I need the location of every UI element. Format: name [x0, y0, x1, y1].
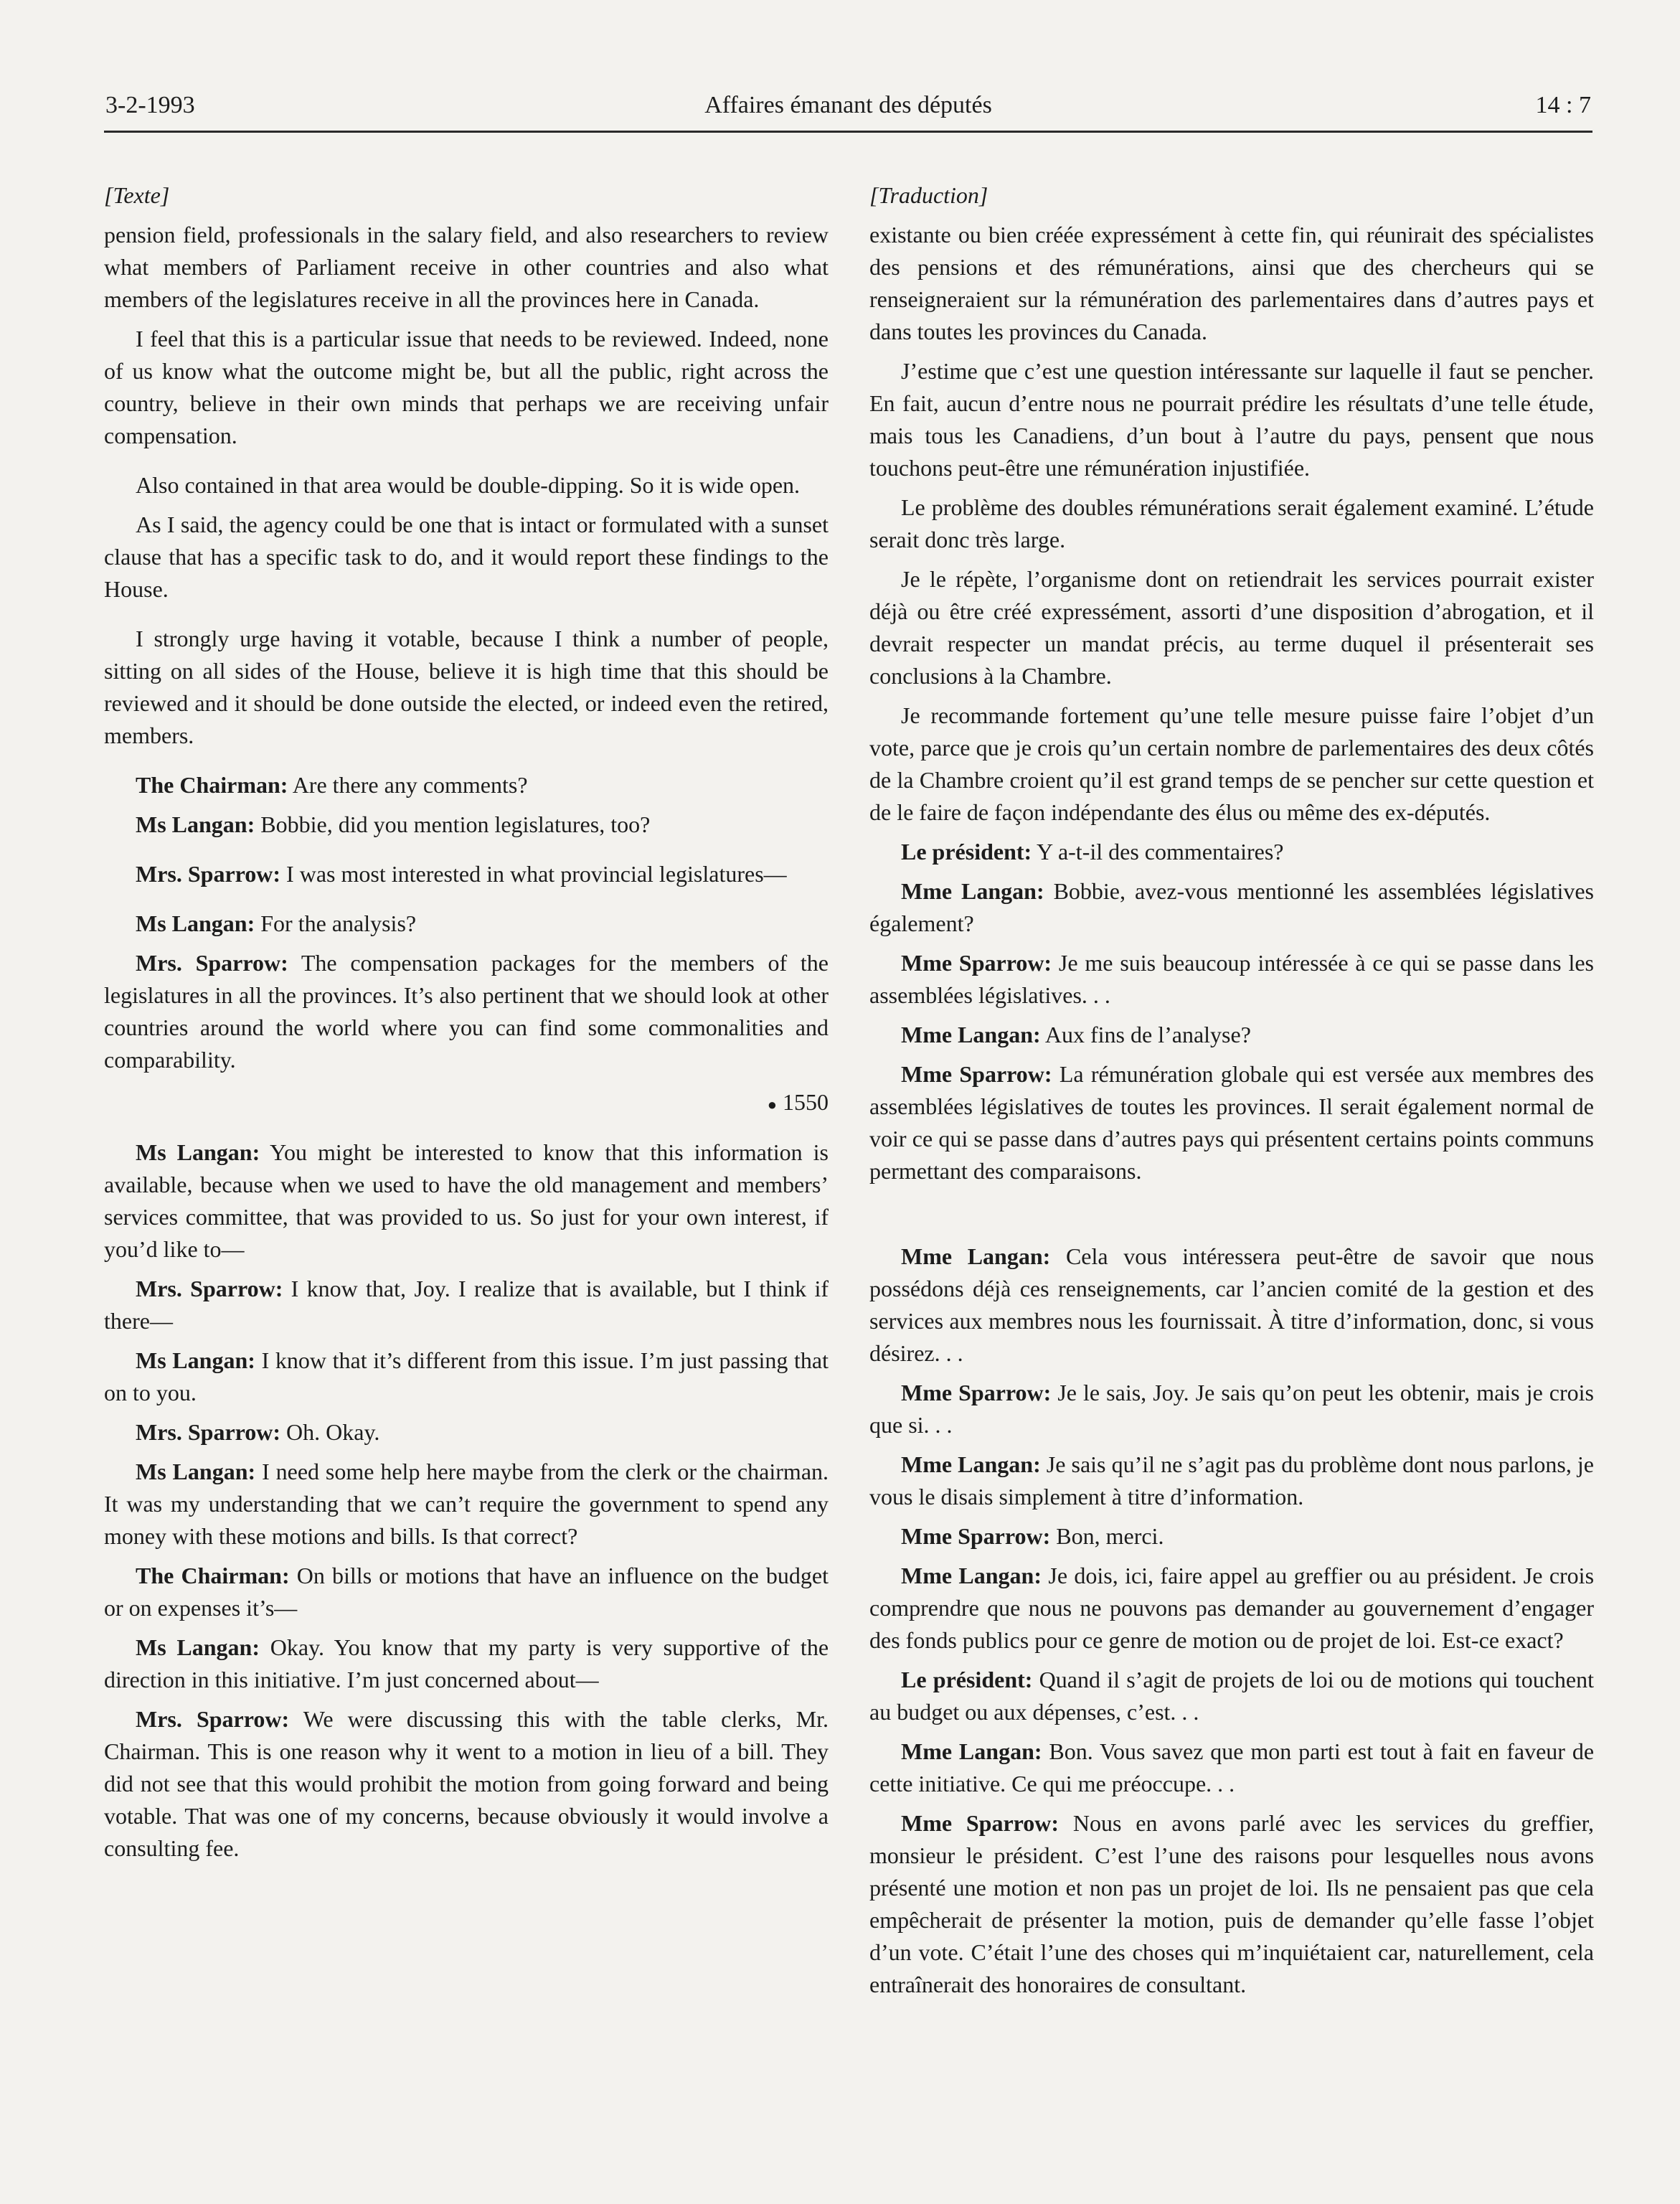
speech-turn [869, 1807, 1594, 2001]
speech-text: On bills or motions that have an influence on the budget or on expenses it’s— [104, 1563, 829, 1621]
speech-turn [869, 1377, 1594, 1441]
speaker-name: Mrs. Sparrow: [136, 1706, 290, 1733]
speech-text: Je me suis beaucoup intéressée à ce qui se passe dans les assemblées législatives. . . [869, 950, 1594, 1008]
header-page-number: 14 : 7 [1535, 92, 1591, 118]
speech-text: You might be interested to know that this information is available, because when we used to have the old management and members’ services committee, that was provided to us. So just for your own interest, if you’d like to— [104, 1139, 829, 1263]
speaker-name: Ms Langan: [136, 1347, 255, 1374]
speech-text: Bobbie, avez-vous mentionné les assemblées législatives également? [869, 878, 1595, 936]
paragraph: I feel that this is a particular issue that needs to be reviewed. Indeed, none of us know what the outcome might be, but all the public, right across the country, believe in their own minds that perhaps we are receiving unfair compensation. [104, 326, 829, 448]
speech-turn [104, 1703, 829, 1865]
speech-text: The compensation packages for the members of the legislatures in all the provinces. It’s also pertinent that we should look at other countries around the world where you can find some commonalities and comparability. [104, 950, 829, 1073]
paragraph: existante ou bien créée expressément à cette fin, qui réunirait des spécialistes des pensions et des rémunérations, ainsi que des chercheurs qui se renseigneraient sur la rémunération des parlementaires dans d’autres pays et dans toutes les provinces du Canada. [869, 222, 1594, 344]
speaker-name: Mme Langan: [901, 1451, 1041, 1477]
speaker-name: The Chairman: [136, 772, 288, 798]
speech-text: Nous en avons parlé avec les services du greffier, monsieur le président. C’est l’une des raisons pour lesquelles nous avons présenté une motion et non pas un projet de loi. Ils ne pensaient pas que cela empêcherait de présenter la motion, puis de demander qu’elle fasse l’objet d’un vote. C’était l’une des choses qui m’inquiétaient car, naturellement, cela entraînerait des honoraires de consultant. [869, 1810, 1595, 1997]
speech-text: Bobbie, did you mention legislatures, too? [260, 811, 651, 837]
speech-turn [104, 1416, 829, 1449]
speech-turn [869, 875, 1594, 940]
speaker-name: Mme Langan: [901, 878, 1044, 904]
speaker-name: Mme Langan: [901, 1243, 1051, 1269]
speech-turn [869, 1560, 1594, 1657]
speech-turn [104, 1631, 829, 1696]
speaker-name: Mme Sparrow: [901, 1810, 1060, 1836]
speech-text: For the analysis? [260, 910, 417, 936]
speaker-name: Le président: [901, 1667, 1033, 1692]
speech-text: Je le sais, Joy. Je sais qu’on peut les obtenir, mais je crois que si. . . [869, 1380, 1595, 1438]
left-column [104, 179, 829, 1872]
speech-text: Quand il s’agit de projets de loi ou de motions qui touchent au budget ou aux dépenses, c’est. . . [869, 1667, 1595, 1725]
speaker-name: Le président: [901, 839, 1032, 865]
speech-turn [869, 1019, 1594, 1051]
speech-turn [104, 1136, 829, 1266]
speaker-name: Mme Sparrow: [901, 950, 1052, 976]
bullet-icon: ● [767, 1096, 777, 1114]
page-header [104, 86, 1592, 133]
paragraph: I strongly urge having it votable, because I think a number of people, sitting on all sides of the House, believe it is high time that this should be reviewed and it should be done outside the elected, or indeed even the retired, members. [104, 626, 829, 748]
speech-turn [104, 1456, 829, 1553]
speech-text: Are there any comments? [292, 772, 528, 798]
header-date: 3-2-1993 [105, 92, 195, 118]
paragraph: Le problème des doubles rémunérations serait également examiné. L’étude serait donc très large. [869, 494, 1594, 552]
speech-turn [869, 1058, 1594, 1187]
speaker-name: Mrs. Sparrow: [136, 861, 281, 887]
speaker-name: Mrs. Sparrow: [136, 1276, 283, 1302]
speech-text: Je sais qu’il ne s’agit pas du problème dont nous parlons, je vous le disais simplement à titre d’information. [869, 1451, 1594, 1510]
column-label-traduction: [Traduction] [869, 182, 988, 208]
column-label-texte: [Texte] [104, 182, 170, 208]
speech-turn [869, 1240, 1594, 1370]
speech-turn [104, 1273, 829, 1337]
speech-turn [104, 809, 829, 841]
speech-turn [104, 858, 829, 890]
speaker-name: Ms Langan: [136, 910, 255, 936]
speaker-name: Ms Langan: [136, 1139, 260, 1166]
speech-turn [869, 1736, 1594, 1800]
speaker-name: Ms Langan: [136, 811, 255, 837]
paragraph: J’estime que c’est une question intéressante sur laquelle il faut se pencher. En fait, aucun d’entre nous ne pourrait prédire les résultats d’une telle étude, mais tous les Canadiens, d’un bout à l’autre du pays, pensent que nous touchons peut-être une rémunération injustifiée. [869, 358, 1594, 481]
speaker-name: Mme Langan: [901, 1563, 1042, 1588]
speech-text: I was most interested in what provincial legislatures— [286, 861, 787, 887]
paragraph: Je recommande fortement qu’une telle mesure puisse faire l’objet d’un vote, parce que je crois qu’un certain nombre de parlementaires des deux côtés de la Chambre croient qu’il est grand temps de se pencher sur cette question et de le faire de façon indépendante des élus ou même des ex-députés. [869, 702, 1594, 825]
speech-text: Cela vous intéressera peut-être de savoir que nous possédons déjà ces renseignements, car l’ancien comité de la gestion et des services aux membres nous les fournissait. À titre d’information, donc, si vous désirez. . . [869, 1243, 1595, 1366]
paragraph: pension field, professionals in the salary field, and also researchers to review what members of Parliament receive in other countries and also what members of the legislatures receive in all the provinces here in Canada. [104, 222, 829, 312]
speech-turn [869, 836, 1594, 868]
paragraph: As I said, the agency could be one that is intact or formulated with a sunset clause that has a specific task to do, and it would report these findings to the House. [104, 512, 829, 602]
speaker-name: The Chairman: [136, 1563, 290, 1589]
speech-text: Je dois, ici, faire appel au greffier ou au président. Je crois comprendre que nous ne pouvons pas demander au gouvernement d’engager des fonds publics pour ce genre de motion ou de projet de loi. Est-ce exact? [869, 1563, 1595, 1653]
speaker-name: Mme Sparrow: [901, 1523, 1051, 1549]
speech-turn [104, 947, 829, 1076]
paragraph: Also contained in that area would be double-dipping. So it is wide open. [136, 472, 801, 498]
timestamp: ● 1550 [767, 1089, 829, 1115]
speech-turn [104, 769, 829, 801]
speaker-name: Mrs. Sparrow: [136, 950, 288, 976]
speech-text: Bon, merci. [1056, 1523, 1164, 1549]
speech-turn [104, 908, 829, 940]
speaker-name: Mme Langan: [901, 1022, 1041, 1047]
speech-text: I know that it’s different from this issue. I’m just passing that on to you. [104, 1347, 829, 1406]
speech-turn [104, 1344, 829, 1409]
speaker-name: Mme Langan: [901, 1738, 1042, 1764]
paragraph: Je le répète, l’organisme dont on retiendrait les services pourrait exister déjà ou être créé expressément, assorti d’une disposition d’abrogation, et il devrait respecter un mandat précis, au terme duquel il présenterait ses conclusions à la Chambre. [869, 566, 1594, 689]
speech-text: La rémunération globale qui est versée aux membres des assemblées législatives de toutes les provinces. Il serait également normal de voir ce qui se passe dans d’autres pays qui présentent certains points communs permettant des comparaisons. [869, 1061, 1595, 1184]
speaker-name: Mme Sparrow: [901, 1061, 1052, 1087]
speaker-name: Ms Langan: [136, 1459, 256, 1485]
speech-text: Okay. You know that my party is very supportive of the direction in this initiative. I’m just concerned about— [104, 1634, 829, 1693]
speech-text: I know that, Joy. I realize that is available, but I think if there— [104, 1276, 829, 1334]
speech-turn [104, 1560, 829, 1624]
speaker-name: Mme Sparrow: [901, 1380, 1052, 1405]
speaker-name: Mrs. Sparrow: [136, 1419, 281, 1446]
speech-turn [869, 947, 1594, 1012]
speech-text: Aux fins de l’analyse? [1044, 1022, 1251, 1047]
right-column [869, 179, 1594, 2008]
speech-text: Y a-t-il des commentaires? [1037, 839, 1284, 865]
header-title: Affaires émanant des députés [704, 92, 992, 118]
speaker-name: Ms Langan: [136, 1634, 260, 1661]
speech-text: I need some help here maybe from the clerk or the chairman. It was my understanding that we can’t require the government to spend any money with these motions and bills. Is that correct? [104, 1459, 829, 1550]
speech-text: Bon. Vous savez que mon parti est tout à fait en faveur de cette initiative. Ce qui me préoccupe. . . [869, 1738, 1595, 1796]
speech-turn [869, 1520, 1594, 1553]
speech-turn [869, 1664, 1594, 1728]
speech-turn [869, 1449, 1594, 1513]
speech-text: Oh. Okay. [286, 1419, 380, 1446]
speech-text: We were discussing this with the table clerks, Mr. Chairman. This is one reason why it went to a motion in lieu of a bill. They did not see that this would prohibit the motion from going forward and being votable. That was one of my concerns, because obviously it would involve a consulting fee. [104, 1706, 829, 1862]
